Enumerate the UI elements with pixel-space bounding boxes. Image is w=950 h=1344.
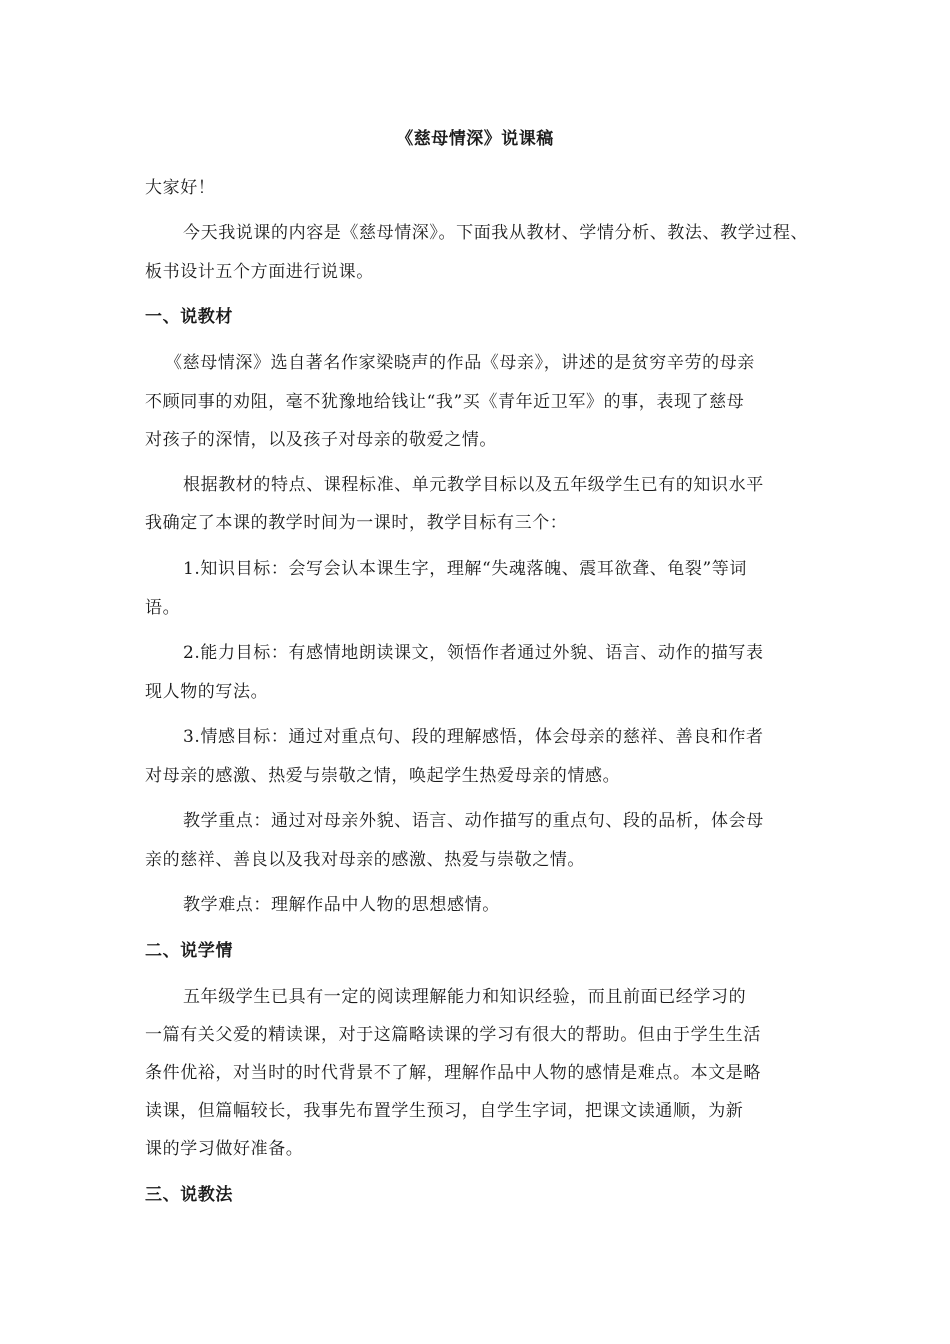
students-line-5: 课的学习做好准备。	[145, 1139, 304, 1159]
material-line-2: 不顾同事的劝阻，毫不犹豫地给钱让“我”买《青年近卫军》的事，表现了慈母	[145, 392, 745, 412]
goal-ability-line-2: 现人物的写法。	[145, 682, 269, 702]
basis-line-1: 根据教材的特点、课程标准、单元教学目标以及五年级学生已有的知识水平	[183, 475, 764, 495]
intro-line-2: 板书设计五个方面进行说课。	[145, 262, 374, 282]
section-heading-methods: 三、说教法	[145, 1185, 233, 1205]
goal-emotion-line-1: 3.情感目标：通过对重点句、段的理解感悟，体会母亲的慈祥、善良和作者	[183, 727, 764, 747]
section-heading-students: 二、说学情	[145, 941, 233, 961]
goal-knowledge-line-1: 1.知识目标：会写会认本课生字，理解“失魂落魄、震耳欲聋、龟裂”等词	[183, 559, 747, 579]
intro-line-1: 今天我说课的内容是《慈母情深》。下面我从教材、学情分析、教法、教学过程、	[183, 223, 809, 243]
greeting: 大家好！	[145, 178, 216, 198]
key-point-line-1: 教学重点：通过对母亲外貌、语言、动作描写的重点句、段的品析，体会母	[183, 811, 764, 831]
students-line-4: 读课，但篇幅较长，我事先布置学生预习，自学生字词，把课文读通顺，为新	[145, 1101, 744, 1121]
students-line-1: 五年级学生已具有一定的阅读理解能力和知识经验，而且前面已经学习的	[183, 987, 747, 1007]
section-heading-material: 一、说教材	[145, 307, 233, 327]
basis-line-2: 我确定了本课的教学时间为一课时，教学目标有三个：	[145, 513, 568, 533]
students-line-2: 一篇有关父爱的精读课，对于这篇略读课的学习有很大的帮助。但由于学生生活	[145, 1025, 761, 1045]
goal-emotion-line-2: 对母亲的感激、热爱与崇敬之情，唤起学生热爱母亲的情感。	[145, 766, 621, 786]
material-line-3: 对孩子的深情，以及孩子对母亲的敬爱之情。	[145, 430, 497, 450]
material-line-1: 《慈母情深》选自著名作家梁晓声的作品《母亲》，讲述的是贫穷辛劳的母亲	[165, 353, 755, 373]
key-point-line-2: 亲的慈祥、善良以及我对母亲的感激、热爱与崇敬之情。	[145, 850, 585, 870]
difficulty-line: 教学难点：理解作品中人物的思想感情。	[183, 895, 500, 915]
students-line-3: 条件优裕，对当时的时代背景不了解，理解作品中人物的感情是难点。本文是略	[145, 1063, 761, 1083]
goal-knowledge-line-2: 语。	[145, 598, 181, 618]
goal-ability-line-1: 2.能力目标：有感情地朗读课文，领悟作者通过外貌、语言、动作的描写表	[183, 643, 764, 663]
document-title: 《慈母情深》说课稿	[396, 129, 554, 149]
